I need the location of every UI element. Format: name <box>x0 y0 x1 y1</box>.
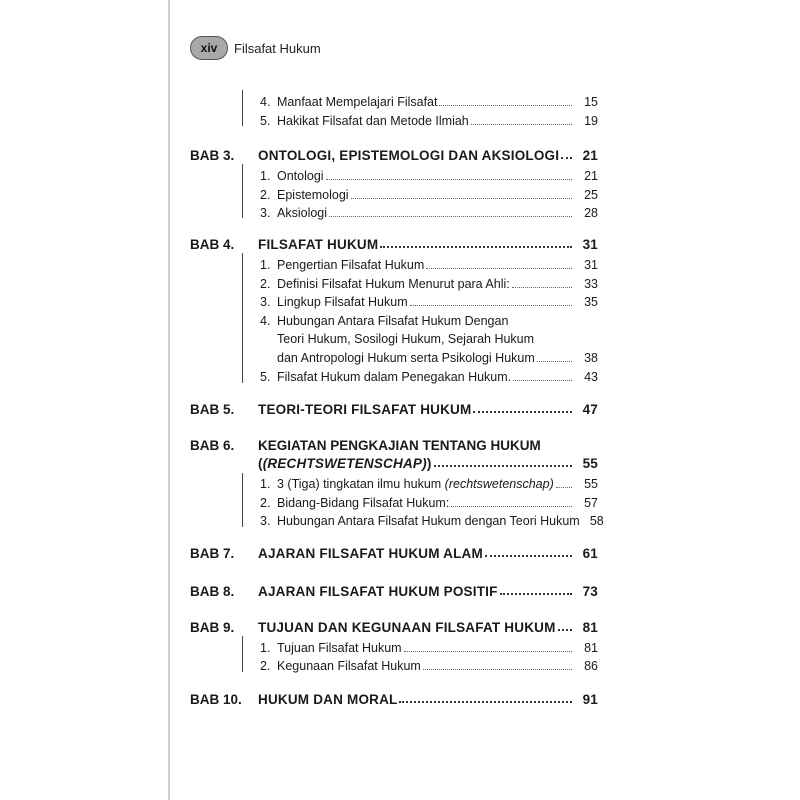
toc-item-number: 4. <box>260 314 271 328</box>
toc-item-number: 3. <box>260 514 271 528</box>
toc-item[interactable]: Kegunaan Filsafat Hukum 86 <box>277 659 598 673</box>
toc-item[interactable]: Tujuan Filsafat Hukum 81 <box>277 641 598 655</box>
section-rule <box>242 90 243 126</box>
toc-item-number: 1. <box>260 258 271 272</box>
toc-item[interactable]: Manfaat Mempelajari Filsafat 15 <box>277 95 598 109</box>
toc-item-number: 5. <box>260 114 271 128</box>
toc-chapter[interactable]: ONTOLOGI, EPISTEMOLOGI DAN AKSIOLOGI 21 <box>258 148 598 163</box>
toc-item[interactable]: Epistemologi 25 <box>277 188 598 202</box>
chapter-label: BAB 9. <box>190 620 235 635</box>
toc-chapter[interactable]: ((RECHTSWETENSCHAP)) 55 <box>258 456 598 471</box>
toc-item[interactable]: Filsafat Hukum dalam Penegakan Hukum. 43 <box>277 370 598 384</box>
toc-item-number: 3. <box>260 206 271 220</box>
section-rule <box>242 473 243 527</box>
section-rule <box>242 636 243 672</box>
toc-item[interactable]: Ontologi 21 <box>277 169 598 183</box>
toc-item-number: 2. <box>260 188 271 202</box>
chapter-label: BAB 10. <box>190 692 242 707</box>
section-rule <box>242 253 243 383</box>
toc-item-number: 3. <box>260 295 271 309</box>
toc-item-line: Teori Hukum, Sosilogi Hukum, Sejarah Hukum <box>277 332 535 346</box>
chapter-title-italic: (RECHTSWETENSCHAP) <box>262 456 427 471</box>
toc-item-number: 2. <box>260 277 271 291</box>
toc-chapter[interactable]: TUJUAN DAN KEGUNAAN FILSAFAT HUKUM 81 <box>258 620 598 635</box>
toc-item[interactable]: Pengertian Filsafat Hukum 31 <box>277 258 598 272</box>
toc-item[interactable]: Hubungan Antara Filsafat Hukum dengan Teori Hukum 58 <box>277 514 604 528</box>
chapter-label: BAB 5. <box>190 402 235 417</box>
toc-chapter[interactable]: AJARAN FILSAFAT HUKUM POSITIF 73 <box>258 584 598 599</box>
toc-chapter[interactable]: TEORI-TEORI FILSAFAT HUKUM 47 <box>258 402 598 417</box>
running-title: Filsafat Hukum <box>234 40 321 56</box>
toc-chapter[interactable]: HUKUM DAN MORAL 91 <box>258 692 598 707</box>
toc-item[interactable]: dan Antropologi Hukum serta Psikologi Hukum 38 <box>277 351 598 365</box>
toc-item-number: 5. <box>260 370 271 384</box>
toc-item-number: 4. <box>260 95 271 109</box>
toc-item-number: 1. <box>260 477 271 491</box>
toc-item-number: 1. <box>260 169 271 183</box>
page-header <box>190 36 321 60</box>
page-number-badge: xiv <box>190 36 228 60</box>
section-rule <box>242 164 243 218</box>
toc-item[interactable]: Bidang-Bidang Filsafat Hukum: 57 <box>277 496 598 510</box>
chapter-label: BAB 7. <box>190 546 235 561</box>
toc-item[interactable]: 3 (Tiga) tingkatan ilmu hukum (rechtswetenschap) 55 <box>277 477 598 491</box>
toc-chapter[interactable]: AJARAN FILSAFAT HUKUM ALAM 61 <box>258 546 598 561</box>
chapter-label: BAB 8. <box>190 584 235 599</box>
chapter-label: BAB 6. <box>190 438 235 453</box>
toc-item[interactable]: Aksiologi 28 <box>277 206 598 220</box>
toc-item-number: 2. <box>260 659 271 673</box>
toc-item[interactable]: Lingkup Filsafat Hukum 35 <box>277 295 598 309</box>
chapter-label: BAB 3. <box>190 148 235 163</box>
toc-item[interactable]: Hakikat Filsafat dan Metode Ilmiah 19 <box>277 114 598 128</box>
toc-item[interactable]: Definisi Filsafat Hukum Menurut para Ahli: 33 <box>277 277 598 291</box>
toc-item-number: 2. <box>260 496 271 510</box>
toc-chapter[interactable]: FILSAFAT HUKUM 31 <box>258 237 598 252</box>
page-edge <box>168 0 170 800</box>
toc-item-line: Hubungan Antara Filsafat Hukum Dengan <box>277 314 509 328</box>
toc-item-number: 1. <box>260 641 271 655</box>
chapter-label: BAB 4. <box>190 237 235 252</box>
chapter-title-line: KEGIATAN PENGKAJIAN TENTANG HUKUM <box>258 438 541 453</box>
